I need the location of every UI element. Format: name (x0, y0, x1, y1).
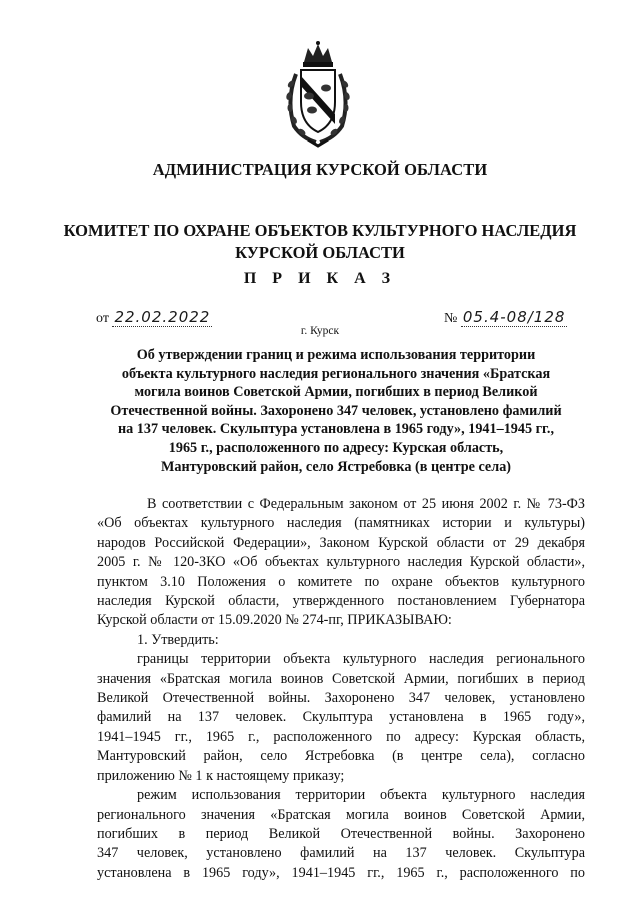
subject-line: могила воинов Советской Армии, погибших в период Великой (134, 384, 538, 401)
body-line: «Об объектах культурного наследия (памятниках истории и культуры) (97, 515, 585, 532)
body-line: народов Российской Федерации», Законом Курской области от 29 декабря (97, 534, 585, 551)
committee-name-line-1: КОМИТЕТ ПО ОХРАНЕ ОБЪЕКТОВ КУЛЬТУРНОГО НАСЛЕДИЯ (63, 221, 577, 240)
body-line: границы территории объекта культурного наследия регионального (137, 651, 585, 668)
body-line: режим использования территории объекта культурного наследия (137, 787, 585, 804)
subject-line: на 137 человек. Скульптура установлена в 1965 году», 1941–1945 гг., (117, 421, 554, 438)
number-prefix: № (444, 311, 458, 326)
body-line: значения «Братская могила воинов Советской Армии, погибших в период (97, 670, 585, 687)
committee-name (0, 220, 640, 264)
body-line: В соответствии с Федеральным законом от 25 июня 2002 г. № 73-ФЗ (147, 496, 585, 512)
subject-line: 1965 г., расположенного по адресу: Курская область, (168, 439, 504, 456)
subject-line: Мантуровский район, село Ястребовка (в центре села) (160, 458, 512, 475)
handwritten-date: 22.02.2022 (114, 308, 211, 326)
subject-line: объекта культурного наследия регионального значения «Братская (121, 365, 551, 382)
handwritten-number: 05.4-08/128 (462, 308, 566, 326)
order-subject (96, 346, 576, 476)
body-line: регионального значения «Братская могила воинов Советской Армии, (97, 806, 585, 823)
body-line: приложению № 1 к настоящему приказу; (97, 767, 345, 784)
subject-line: Отечественной войны. Захоронено 347 человек, установлено фамилий (110, 402, 562, 419)
body-line: установлена в 1965 году», 1941–1945 гг., 1965 г., расположенного по (97, 864, 585, 881)
document-type-title: П Р И К А З (243, 270, 397, 287)
body-line: пунктом 3.10 Положения о комитете по охране объектов культурного (97, 573, 585, 590)
city-name: г. Курск (300, 325, 340, 337)
body-line: 1. Утвердить: (137, 631, 219, 648)
body-line: погибших в период Великой Отечественной войны. Захоронено (97, 825, 585, 842)
coat-of-arms-icon (282, 40, 354, 148)
body-line: 1941–1945 гг., 1965 г., расположенного по адресу: Курская область, (97, 728, 585, 745)
body-line: наследия Курской области, утвержденного постановлением Губернатора (97, 593, 585, 610)
date-prefix: от (96, 311, 109, 326)
committee-name-line-2: КУРСКОЙ ОБЛАСТИ (235, 243, 405, 262)
body-line: Мантуровский район, село Ястребовка (в центре села), согласно (97, 748, 585, 765)
body-line: Курской области от 15.09.2020 № 274-пг, ПРИКАЗЫВАЮ: (97, 612, 452, 629)
body-line: Великой Отечественной войны. Захоронено 347 человек, установлено (97, 690, 585, 707)
body-line: фамилий на 137 человек. Скульптура установлена в 1965 году», (97, 709, 585, 726)
order-body (97, 495, 585, 883)
organization-name: АДМИНИСТРАЦИЯ КУРСКОЙ ОБЛАСТИ (152, 160, 488, 179)
subject-line: Об утверждении границ и режима использования территории (136, 347, 536, 363)
body-line: 347 человек, установлено фамилий на 137 человек. Скульптура (97, 845, 585, 862)
body-line: 2005 г. № 120-ЗКО «Об объектах культурного наследия Курской области», (97, 554, 585, 571)
